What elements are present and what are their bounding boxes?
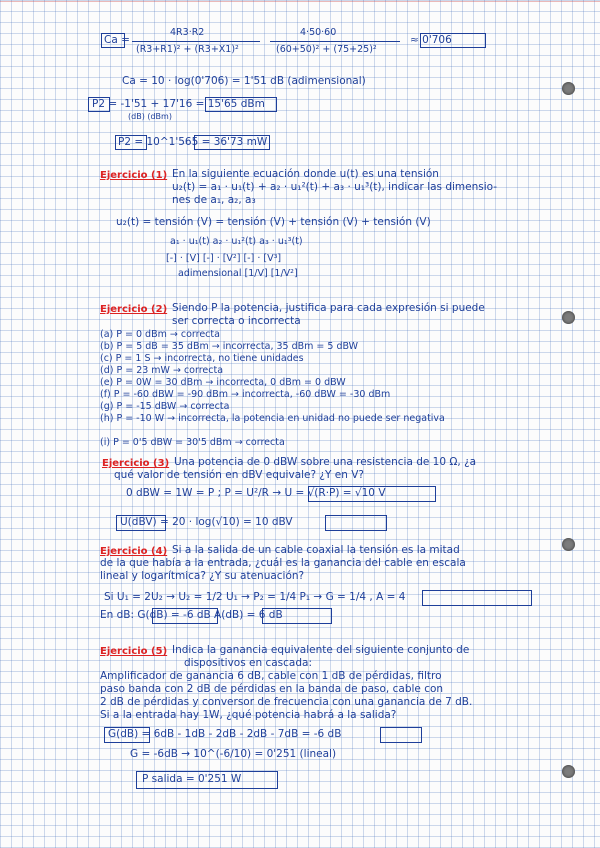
binder-hole xyxy=(562,538,575,551)
answer-line: [-] · [V] [-] · [V²] [-] · [V³] xyxy=(166,253,282,264)
exercise-text: Indica la ganancia equivalente del siguiente conjunto de xyxy=(172,644,470,656)
exercise-text: paso banda con 2 dB de pérdidas en la banda de paso, cable con xyxy=(100,683,444,695)
answer-item: (f) P = -60 dBW = -90 dBm → incorrecta, -60 dBW = -30 dBm xyxy=(100,389,391,400)
answer-item: (c) P = 1 S → incorrecta, no tiene unidades xyxy=(100,353,304,364)
answer-item: (i) P = 0'5 dBW = 30'5 dBm → correcta xyxy=(100,437,285,448)
binder-hole xyxy=(562,311,575,324)
calc-line: P2 = -1'51 + 17'16 = 15'65 dBm xyxy=(92,98,265,110)
answer-line: u₂(t) = tensión (V) = tensión (V) + tensión (V) + tensión (V) xyxy=(116,216,431,228)
unit-note: (dB) (dBm) xyxy=(128,112,172,121)
exercise-label: Ejercicio (5) xyxy=(100,646,168,657)
fraction-bar xyxy=(132,41,260,42)
answer-item: (g) P = -15 dBW → correcta xyxy=(100,401,230,412)
answer-line: G = -6dB → 10^(-6/10) = 0'251 (lineal) xyxy=(130,748,337,760)
exercise-text: Siendo P la potencia, justifica para cada expresión si puede xyxy=(172,302,485,314)
highlight-box xyxy=(380,727,422,743)
exercise-text: Si a la entrada hay 1W, ¿qué potencia habrá a la salida? xyxy=(100,709,397,721)
binder-hole xyxy=(562,82,575,95)
exercise-text: ser correcta o incorrecta xyxy=(172,315,301,327)
calc-line: P2 = 10^1'565 = 36'73 mW xyxy=(118,136,268,148)
answer-item: (e) P = 0W = 30 dBm → incorrecta, 0 dBm = 0 dBW xyxy=(100,377,346,388)
exercise-text: Amplificador de ganancia 6 dB, cable con 1 dB de pérdidas, filtro xyxy=(100,670,442,682)
highlight-box xyxy=(325,515,387,531)
answer-item: (b) P = 5 dB = 35 dBm → incorrecta, 35 dBm = 5 dBW xyxy=(100,341,359,352)
answer-line: 0 dBW = 1W = P ; P = U²/R → U = √(R·P) = √10 V xyxy=(126,487,386,499)
formula-numerator: 4·50·60 xyxy=(300,27,337,38)
exercise-text: dispositivos en cascada: xyxy=(184,657,312,669)
answer-line: Si U₁ = 2U₂ → U₂ = 1/2 U₁ → P₂ = 1/4 P₁ → G = 1/4 , A = 4 xyxy=(104,591,406,603)
formula-lhs: Ca = xyxy=(104,34,130,46)
formula-result: ≈ 0'706 xyxy=(410,34,452,46)
exercise-label: Ejercicio (3) xyxy=(102,458,170,469)
margin-line xyxy=(0,1,600,2)
binder-hole xyxy=(562,765,575,778)
exercise-label: Ejercicio (1) xyxy=(100,170,168,181)
exercise-text: En la siguiente ecuación donde u(t) es una tensión xyxy=(172,168,439,180)
exercise-label: Ejercicio (4) xyxy=(100,546,168,557)
formula-numerator: 4R3·R2 xyxy=(170,27,205,38)
exercise-text: de la que había a la entrada, ¿cuál es la ganancia del cable en escala xyxy=(100,557,466,569)
answer-line: adimensional [1/V] [1/V²] xyxy=(178,268,298,279)
exercise-text: qué valor de tensión en dBV equivale? ¿Y en V? xyxy=(114,469,364,481)
answer-line: U(dBV) = 20 · log(√10) = 10 dBV xyxy=(120,516,293,528)
exercise-text: lineal y logarítmica? ¿Y su atenuación? xyxy=(100,570,305,582)
exercise-text: 2 dB de pérdidas y conversor de frecuencia con una ganancia de 7 dB. xyxy=(100,696,473,708)
exercise-text: nes de a₁, a₂, a₃ xyxy=(172,194,256,206)
answer-line: G(dB) = 6dB - 1dB - 2dB - 2dB - 7dB = -6 dB xyxy=(108,728,342,740)
answer-line: En dB: G(dB) = -6 dB A(dB) = 6 dB xyxy=(100,609,283,621)
fraction-bar xyxy=(270,41,400,42)
calc-line: Ca = 10 · log(0'706) = 1'51 dB (adimensional) xyxy=(122,75,366,87)
answer-item: (d) P = 23 mW → correcta xyxy=(100,365,224,376)
highlight-box xyxy=(422,590,532,606)
answer-line: a₁ · u₁(t) a₂ · u₁²(t) a₃ · u₁³(t) xyxy=(170,236,303,247)
answer-item: (h) P = -10 W → incorrecta, la potencia en unidad no puede ser negativa xyxy=(100,413,445,424)
formula-denominator: (R3+R1)² + (R3+X1)² xyxy=(136,44,239,55)
exercise-text: Una potencia de 0 dBW sobre una resistencia de 10 Ω, ¿a xyxy=(174,456,477,468)
formula-denominator: (60+50)² + (75+25)² xyxy=(276,44,377,55)
answer-item: (a) P = 0 dBm → correcta xyxy=(100,329,220,340)
exercise-text: Si a la salida de un cable coaxial la tensión es la mitad xyxy=(172,544,460,556)
exercise-text: u₂(t) = a₁ · u₁(t) + a₂ · u₁²(t) + a₃ · u₁³(t), indicar las dimensio- xyxy=(172,181,498,193)
exercise-label: Ejercicio (2) xyxy=(100,304,168,315)
answer-line: P salida = 0'251 W xyxy=(142,773,242,785)
